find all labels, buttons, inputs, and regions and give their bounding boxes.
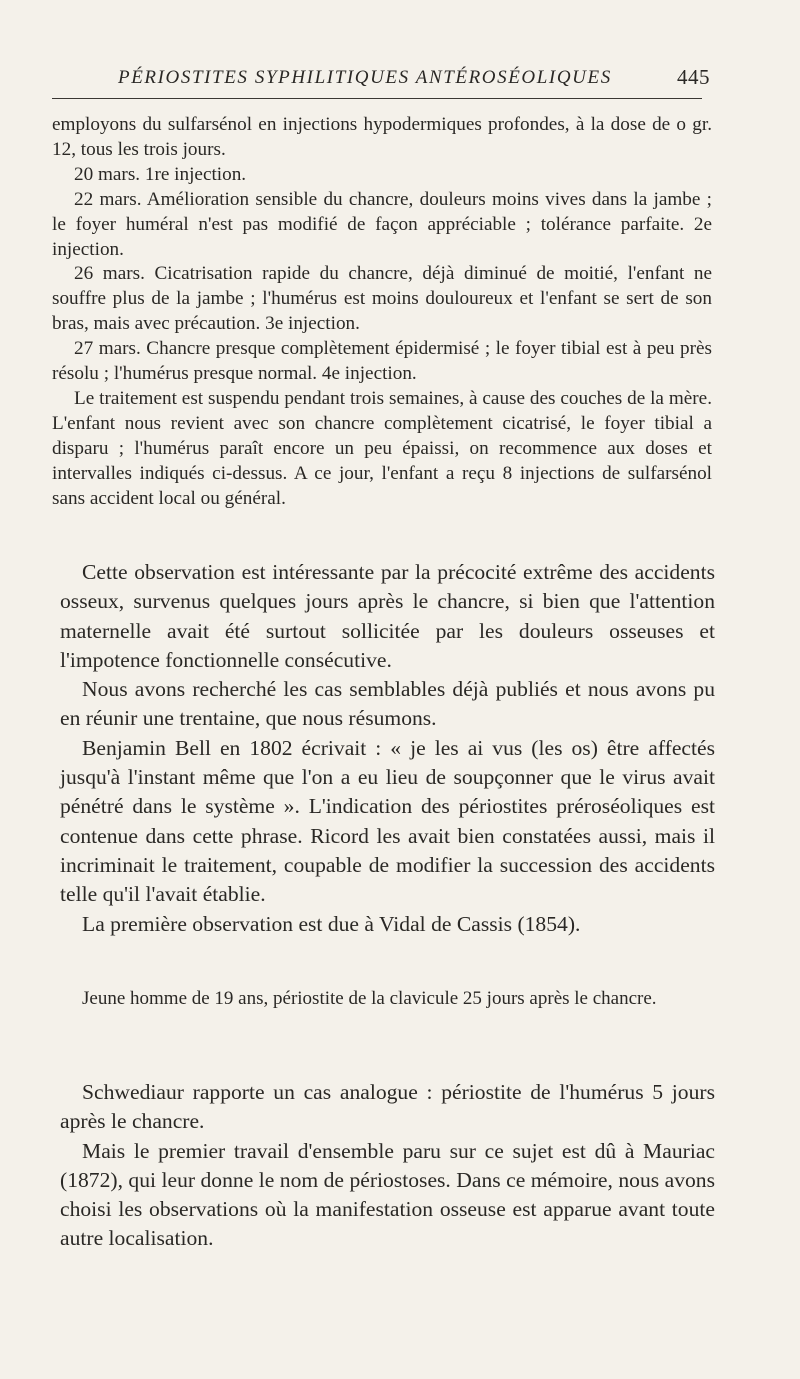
observation-entry-27-mars: 27 mars. Chancre presque complètement épidermisé ; le foyer tibial est à peu près résolu ; l'humérus presque normal. 4e injection. — [52, 338, 712, 385]
running-header — [52, 60, 710, 99]
body-paragraph: Schwediaur rapporte un cas analogue : périostite de l'humérus 5 jours après le chancre. — [60, 1080, 715, 1134]
body-paragraph: Nous avons recherché les cas semblables déjà publiés et nous avons pu en réunir une trentaine, que nous résumons. — [60, 677, 715, 731]
observation-entry-26-mars: 26 mars. Cicatrisation rapide du chancre, déjà diminué de moitié, l'enfant ne souffre plus de la jambe ; l'humérus est moins douloureux et l'enfant se sert de son bras, mais avec précaution. 3e injection. — [52, 263, 712, 335]
observation-block — [52, 113, 712, 512]
observation-paragraph: employons du sulfarsénol en injections hypodermiques profondes, à la dose de o gr. 12, tous les trois jours. — [52, 114, 712, 160]
case-note-text: Jeune homme de 19 ans, périostite de la clavicule 25 jours après le chancre. — [82, 988, 657, 1009]
observation-paragraph: Le traitement est suspendu pendant trois semaines, à cause des couches de la mère. L'enfant nous revient avec son chancre complètement cicatrisé, le foyer tibial a disparu ; l'humérus paraît encore un peu épaissi, on recommence aux doses et intervalles indiqués ci-dessus. A ce jour, l'enfant a reçu 8 injections de sulfarsénol sans accident local ou général. — [52, 387, 712, 509]
discussion-block — [60, 558, 715, 939]
observation-entry-20-mars: 20 mars. 1re injection. — [74, 163, 247, 185]
body-paragraph: Mais le premier travail d'ensemble paru sur ce sujet est dû à Mauriac (1872), qui leur donne le nom de périostoses. Dans ce mémoire, nous avons choisi les observations où la manifestation osseuse est apparue avant toute autre localisation. — [60, 1138, 715, 1251]
page-number: 445 — [677, 65, 710, 89]
body-paragraph: La première observation est due à Vidal de Cassis (1854). — [82, 911, 581, 936]
running-title: PÉRIOSTITES SYPHILITIQUES ANTÉROSÉOLIQUES — [118, 67, 612, 88]
observation-entry-22-mars: 22 mars. Amélioration sensible du chancre, douleurs moins vives dans la jambe ; le foyer huméral n'est pas modifié de façon appréciable ; tolérance parfaite. 2e injection. — [52, 188, 712, 260]
discussion-block-2 — [60, 1078, 715, 1254]
case-note — [60, 986, 715, 1012]
body-paragraph: Benjamin Bell en 1802 écrivait : « je les ai vus (les os) être affectés jusqu'à l'instant même que l'on a eu lieu de soupçonner que le virus avait pénétré dans le système ». L'indication des périostites préroséoliques est contenue dans cette phrase. Ricord les avait bien constatées aussi, mais il incriminait le traitement, coupable de modifier la succession des accidents telle qu'il l'avait établie. — [60, 735, 715, 907]
body-paragraph: Cette observation est intéressante par la précocité extrême des accidents osseux, survenus quelques jours après le chancre, si bien que l'attention maternelle avait été surtout sollicitée par les douleurs osseuses et l'impotence fonctionnelle consécutive. — [60, 560, 715, 672]
